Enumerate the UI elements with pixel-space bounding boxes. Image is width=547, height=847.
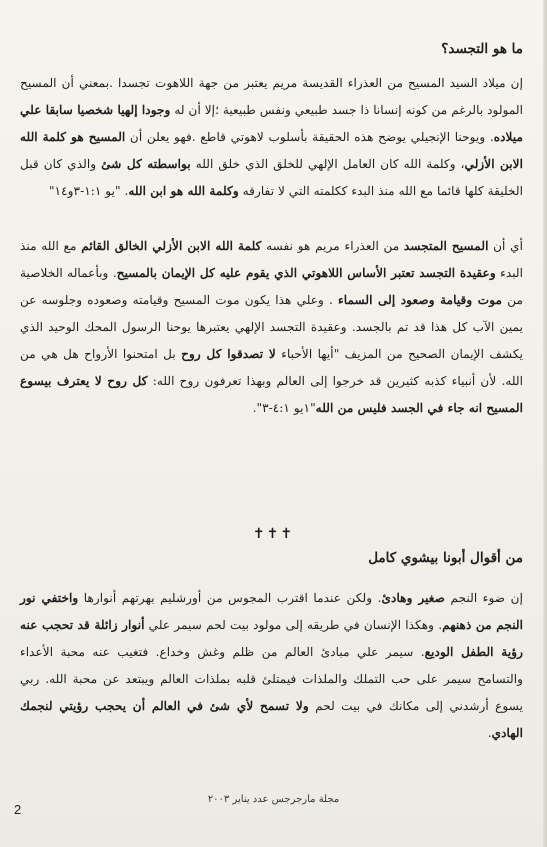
text-segment: . (487, 726, 492, 740)
text-segment: "١يو ٤:١-٣". (252, 401, 316, 415)
text-segment: والذي كان قبل الخليقة كلها قائما مع الله منذ البدء ككلمته التي لا تفارقه (20, 157, 523, 198)
text-segment: . وعلي هذا يكون موت المسيح وقيامته وصعوده وجلوسه عن يمين الآب كل هذا قد تم بالجسد. وعقيدة التجسد الإلهي يعتبرها يوحنا الرسول المحك الوحيد الذي يكشف الإيمان الصحيح من المزيف "أيها الأحباء (20, 293, 523, 361)
text-segment: . ولكن عندما اقترب المجوس من أورشليم بهرتهم أنوارها (78, 591, 382, 605)
page-number: 2 (14, 802, 22, 817)
text-segment: بل امتحنوا الأرواح هل هي من الله. لأن أنبياء كذبه كثيرين قد خرجوا إلى العالم وبهذا تعرفون روح الله: (20, 347, 523, 388)
emphasized-text: صغير وهادئ (381, 591, 445, 605)
emphasized-text: وجودا إلهيا شخصيا سابقا علي ميلاده (20, 103, 523, 144)
crosses-divider: ✝✝✝ (252, 526, 295, 542)
text-segment: . ويوحنا الإنجيلي يوضح هذه الحقيقة بأسلوب لاهوتي قاطع .فهو يعلن أن (125, 130, 494, 144)
paragraph-incarnation-intro (20, 70, 523, 205)
emphasized-text: كلمة الله الابن الأزلي الخالق القائم (81, 239, 262, 253)
text-segment: . "يو ١:١-٣و١٤" (48, 184, 129, 198)
page-footer: مجلة مارجرجس عدد يناير ٢٠٠٣ (207, 794, 340, 805)
text-segment: . وبأعماله الخلاصية من (20, 266, 523, 307)
text-segment: ، وكلمة الله كان العامل الإلهي للخلق الذي خلق الله (190, 157, 465, 171)
emphasized-text: المسيح هو كلمة الله الابن الأزلي (20, 130, 524, 171)
emphasized-text: واختفي نور النجم من ذهنهم (20, 591, 523, 632)
section-heading-quotes: من أقوال أبونا بيشوي كامل (368, 550, 523, 566)
text-segment: . وهكذا الإنسان في طريقه إلى مولود بيت لحم سيمر علي (144, 618, 443, 632)
text-segment: من العذراء مريم هو نفسه (261, 239, 404, 253)
text-segment: أي أن (488, 239, 523, 253)
paragraph-incarnation-faith (20, 233, 523, 422)
emphasized-text: لا تصدقوا كل روح (181, 347, 276, 361)
text-segment: إن ضوء النجم (445, 591, 523, 605)
text-segment: مع الله منذ البدء (20, 239, 524, 280)
emphasized-text: موت وقيامة وصعود إلى السماء (338, 293, 503, 307)
section-heading-incarnation: ما هو التجسد؟ (441, 41, 523, 57)
paragraph-star-quote (20, 585, 523, 747)
emphasized-text: ولا تسمح لأي شئ في العالم أن يحجب رؤيتي لنجمك الهادي (20, 699, 523, 740)
emphasized-text: كل روح لا يعترف بيسوع المسيح انه جاء في الجسد فليس من الله (20, 374, 523, 415)
emphasized-text: أنوار زائلة قد تحجب عنه رؤية الطفل الوديع (20, 618, 523, 659)
emphasized-text: وكلمة الله هو ابن الله (128, 184, 239, 198)
text-segment: . سيمر علي مبادئ العالم من ظلم وغش وخداع. فتغيب عنه محبة الأعداء والتسامح سيمر على حب التملك والملذات فيمتلئ قلبه بملذات العالم ويبتعد عن محبة الله. ربي يسوع أرشدني إلى مكانك في بيت لحم (20, 645, 523, 713)
emphasized-text: وعقيدة التجسد تعتبر الأساس اللاهوتي الذي يقوم عليه كل الإيمان بالمسيح (116, 266, 496, 280)
emphasized-text: المسيح المتجسد (403, 239, 489, 253)
text-segment: إن ميلاد السيد المسيح من العذراء القديسة مريم يعتبر من جهة اللاهوت تجسدا .بمعني أن المسيح المولود بالرغم من كونه إنسانا ذا جسد طبيعي ونفس طبيعية ؛إلا أن له (20, 76, 524, 117)
emphasized-text: بواسطته كل شئ (101, 157, 191, 171)
page-edge (543, 0, 547, 847)
